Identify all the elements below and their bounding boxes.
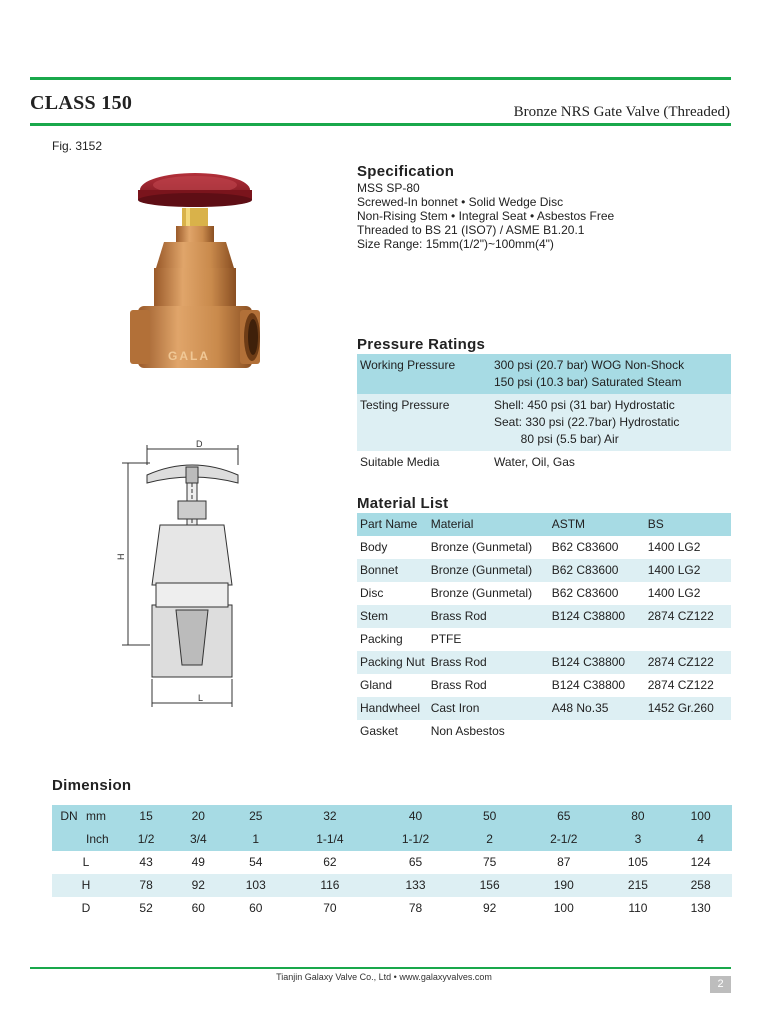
table-cell: 32 xyxy=(287,805,373,828)
table-cell: 49 xyxy=(172,851,224,874)
pressure-label: Suitable Media xyxy=(357,451,491,474)
column-header: BS xyxy=(645,513,731,536)
table-cell: Bonnet xyxy=(357,559,428,582)
dimension-table xyxy=(52,805,732,920)
table-header-row xyxy=(357,513,731,536)
pressure-label: Testing Pressure xyxy=(357,394,491,451)
table-cell: 100 xyxy=(669,805,732,828)
table-cell: B62 C83600 xyxy=(549,536,645,559)
table-cell: 60 xyxy=(172,897,224,920)
table-cell: 43 xyxy=(120,851,172,874)
table-cell xyxy=(549,720,645,743)
table-cell: 1 xyxy=(224,828,287,851)
table-cell: 20 xyxy=(172,805,224,828)
spec-line: Size Range: 15mm(1/2")~100mm(4") xyxy=(357,237,554,251)
table-cell xyxy=(645,720,731,743)
stem xyxy=(182,208,208,226)
table-cell: Handwheel xyxy=(357,697,428,720)
cast-brand: GALA xyxy=(168,349,210,363)
table-cell: Brass Rod xyxy=(428,651,549,674)
table-row xyxy=(357,651,731,674)
table-row xyxy=(357,674,731,697)
row-label: L xyxy=(52,851,120,874)
table-cell: Gland xyxy=(357,674,428,697)
table-cell: 1-1/4 xyxy=(287,828,373,851)
table-cell: Packing xyxy=(357,628,428,651)
top-rule xyxy=(30,77,731,80)
inch-label: Inch xyxy=(86,828,120,851)
dimension-title: Dimension xyxy=(52,777,132,794)
row-label: D xyxy=(52,897,120,920)
table-row xyxy=(357,628,731,651)
material-list-table xyxy=(357,513,731,743)
table-row xyxy=(357,451,731,474)
table-cell: Stem xyxy=(357,605,428,628)
table-cell: 78 xyxy=(120,874,172,897)
table-cell: 258 xyxy=(669,874,732,897)
table-cell: 110 xyxy=(607,897,670,920)
pressure-value: Shell: 450 psi (31 bar) Hydrostatic xyxy=(494,398,675,412)
table-row xyxy=(357,394,731,451)
table-cell: 25 xyxy=(224,805,287,828)
material-list-title: Material List xyxy=(357,495,449,512)
table-cell: 124 xyxy=(669,851,732,874)
table-cell: Bronze (Gunmetal) xyxy=(428,536,549,559)
table-cell: Gasket xyxy=(357,720,428,743)
spec-line: MSS SP-80 xyxy=(357,181,420,195)
table-cell: 2874 CZ122 xyxy=(645,674,731,697)
table-cell: B62 C83600 xyxy=(549,582,645,605)
table-cell: Brass Rod xyxy=(428,674,549,697)
class-title: CLASS 150 xyxy=(30,92,133,114)
table-cell: 1-1/2 xyxy=(373,828,459,851)
column-header: Material xyxy=(428,513,549,536)
table-row xyxy=(357,697,731,720)
product-subtitle: Bronze NRS Gate Valve (Threaded) xyxy=(513,104,730,120)
column-header: Part Name xyxy=(357,513,428,536)
table-cell: 190 xyxy=(521,874,607,897)
table-cell: 2874 CZ122 xyxy=(645,651,731,674)
table-cell: 1/2 xyxy=(120,828,172,851)
dim-label-l: L xyxy=(198,693,204,703)
pressure-value: Seat: 330 psi (22.7bar) Hydrostatic xyxy=(494,415,680,429)
table-cell: 3 xyxy=(607,828,670,851)
table-cell: 15 xyxy=(120,805,172,828)
table-cell: 3/4 xyxy=(172,828,224,851)
table-cell: 87 xyxy=(521,851,607,874)
specification-lines xyxy=(357,181,614,251)
table-cell: 133 xyxy=(373,874,459,897)
valve-photo xyxy=(130,168,260,388)
table-cell: A48 No.35 xyxy=(549,697,645,720)
table-cell: PTFE xyxy=(428,628,549,651)
specification-title: Specification xyxy=(357,163,455,180)
figure-label: Fig. 3152 xyxy=(52,139,103,153)
table-cell: B124 C38800 xyxy=(549,605,645,628)
pressure-label: Working Pressure xyxy=(357,354,491,394)
spec-line: Non-Rising Stem • Integral Seat • Asbestos Free xyxy=(357,209,615,223)
row-label: H xyxy=(52,874,120,897)
table-cell: 1452 Gr.260 xyxy=(645,697,731,720)
footer-company: Tianjin Galaxy Valve Co., Ltd • www.galaxyvalves.com xyxy=(276,972,492,982)
table-cell: Non Asbestos xyxy=(428,720,549,743)
spec-line: Threaded to BS 21 (ISO7) / ASME B1.20.1 xyxy=(357,223,585,237)
table-cell: 1400 LG2 xyxy=(645,536,731,559)
table-cell: 1400 LG2 xyxy=(645,559,731,582)
table-cell: 156 xyxy=(458,874,521,897)
table-cell: 50 xyxy=(458,805,521,828)
table-cell: 78 xyxy=(373,897,459,920)
table-cell: 40 xyxy=(373,805,459,828)
pressure-value: 80 psi (5.5 bar) Air xyxy=(494,432,619,446)
mm-label: mm xyxy=(86,805,120,828)
pressure-values xyxy=(491,451,731,474)
table-row xyxy=(52,828,732,851)
table-row xyxy=(357,720,731,743)
pressure-value: Water, Oil, Gas xyxy=(494,455,575,469)
spec-line: Screwed-In bonnet • Solid Wedge Disc xyxy=(357,195,564,209)
table-cell: 65 xyxy=(373,851,459,874)
table-row xyxy=(52,805,732,828)
table-row xyxy=(52,851,732,874)
table-cell: 215 xyxy=(607,874,670,897)
pressure-value: 150 psi (10.3 bar) Saturated Steam xyxy=(494,375,682,389)
table-cell: 92 xyxy=(458,897,521,920)
table-cell: Bronze (Gunmetal) xyxy=(428,559,549,582)
table-cell: 54 xyxy=(224,851,287,874)
table-cell: B124 C38800 xyxy=(549,674,645,697)
table-cell: 4 xyxy=(669,828,732,851)
pressure-ratings-table xyxy=(357,354,731,474)
table-cell: 105 xyxy=(607,851,670,874)
table-cell: 65 xyxy=(521,805,607,828)
table-cell xyxy=(645,628,731,651)
table-cell: 116 xyxy=(287,874,373,897)
table-row xyxy=(357,582,731,605)
table-cell: 2 xyxy=(458,828,521,851)
pressure-values xyxy=(491,354,731,394)
table-row xyxy=(52,874,732,897)
table-cell xyxy=(549,628,645,651)
table-cell: B62 C83600 xyxy=(549,559,645,582)
table-row xyxy=(357,536,731,559)
table-cell: 130 xyxy=(669,897,732,920)
table-cell: 1400 LG2 xyxy=(645,582,731,605)
bonnet xyxy=(156,242,234,268)
table-cell: 80 xyxy=(607,805,670,828)
table-cell: Brass Rod xyxy=(428,605,549,628)
table-cell: 62 xyxy=(287,851,373,874)
table-cell: Disc xyxy=(357,582,428,605)
table-cell: 2874 CZ122 xyxy=(645,605,731,628)
table-cell: Cast Iron xyxy=(428,697,549,720)
table-cell: 103 xyxy=(224,874,287,897)
footer-rule xyxy=(30,967,731,969)
table-cell: 92 xyxy=(172,874,224,897)
table-cell: Packing Nut xyxy=(357,651,428,674)
table-row xyxy=(357,559,731,582)
pressure-value: 300 psi (20.7 bar) WOG Non-Shock xyxy=(494,358,685,372)
table-row xyxy=(357,605,731,628)
table-cell: B124 C38800 xyxy=(549,651,645,674)
table-cell: 2-1/2 xyxy=(521,828,607,851)
dim-label-d: D xyxy=(196,439,203,449)
technical-drawing xyxy=(110,435,255,715)
table-cell: 75 xyxy=(458,851,521,874)
table-row xyxy=(52,897,732,920)
table-cell: 100 xyxy=(521,897,607,920)
dn-label: DN xyxy=(52,805,86,851)
table-cell: 52 xyxy=(120,897,172,920)
table-row xyxy=(357,354,731,394)
column-header: ASTM xyxy=(549,513,645,536)
pressure-values xyxy=(491,394,731,451)
table-cell: 60 xyxy=(224,897,287,920)
table-cell: Body xyxy=(357,536,428,559)
table-cell: 70 xyxy=(287,897,373,920)
header-rule xyxy=(30,123,731,126)
page-number-badge: 2 xyxy=(710,976,731,993)
pressure-ratings-title: Pressure Ratings xyxy=(357,336,486,353)
table-cell: Bronze (Gunmetal) xyxy=(428,582,549,605)
dim-label-h: H xyxy=(116,553,126,560)
